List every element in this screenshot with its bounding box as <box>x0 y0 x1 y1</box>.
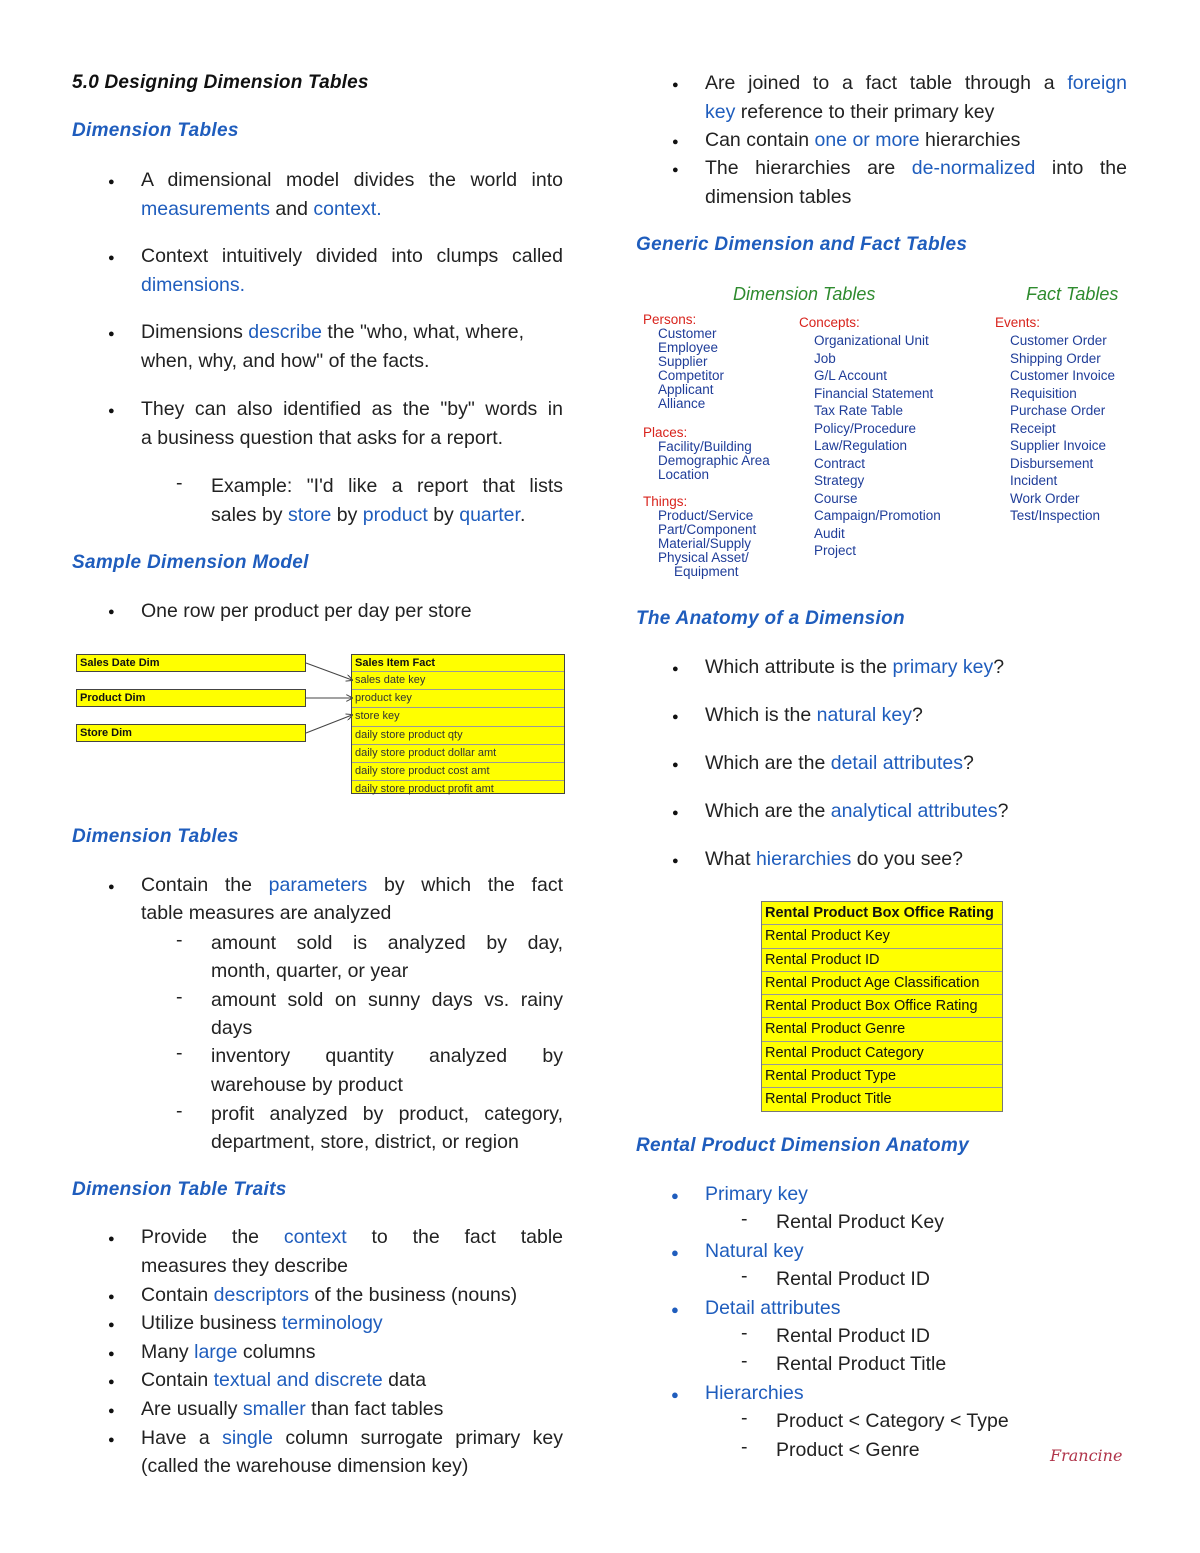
places-list <box>658 440 770 482</box>
bullet-text: Which are the detail attributes? <box>705 752 974 774</box>
table-row: Rental Product ID <box>762 948 1002 971</box>
dash-marker: - <box>176 1100 183 1122</box>
bullet-text: (called the warehouse dimension key) <box>141 1455 469 1477</box>
sub-bullet-text: Rental Product ID <box>776 1268 930 1290</box>
list-item: Supplier <box>658 354 708 369</box>
fact-tables-title: Fact Tables <box>1026 284 1119 304</box>
bullet-icon: ● <box>672 807 679 819</box>
author-signature: Francine <box>1050 1446 1123 1465</box>
heading-dimension-tables: Dimension Tables <box>72 120 239 141</box>
category-concepts: Concepts: <box>799 315 860 330</box>
sub-bullet-text: Example: "I'd like a report that lists <box>211 475 563 497</box>
list-item: Tax Rate Table <box>814 403 904 418</box>
list-item: Incident <box>1010 473 1058 488</box>
bullet-text: Which attribute is the primary key? <box>705 656 1005 678</box>
events-list <box>1010 332 1115 525</box>
bullet-text: Are usually smaller than fact tables <box>141 1398 444 1420</box>
dash-marker: - <box>741 1208 748 1230</box>
table-row: Rental Product Category <box>762 1041 1002 1064</box>
bullet-text: Many large columns <box>141 1341 316 1363</box>
bullet-icon: ● <box>108 881 115 893</box>
bullet-icon: ● <box>108 405 115 417</box>
relationship-arrows <box>300 650 360 750</box>
list-item: Audit <box>814 525 845 541</box>
list-item: Location <box>658 467 710 482</box>
bullet-text: Utilize business terminology <box>141 1312 383 1334</box>
heading-anatomy: The Anatomy of a Dimension <box>636 608 905 629</box>
bullet-text: Which is the natural key? <box>705 704 923 726</box>
heading-dimension-tables-2: Dimension Tables <box>72 826 239 847</box>
dim-box: Sales Date Dim <box>76 654 306 672</box>
bullet-icon: ● <box>672 759 679 771</box>
heading-rental-anatomy: Rental Product Dimension Anatomy <box>636 1135 969 1156</box>
bullet-text: Are joined to a fact table through a foreign <box>705 72 1127 94</box>
bullet-icon: ● <box>672 711 679 723</box>
fact-row: sales date key <box>352 671 564 689</box>
list-item: Campaign/Promotion <box>814 508 941 523</box>
bullet-text: A dimensional model divides the world into <box>141 169 563 191</box>
bullet-text: a business question that asks for a report. <box>141 427 504 449</box>
rental-product-table <box>761 901 1003 1112</box>
fact-row: daily store product dollar amt <box>352 744 564 762</box>
bullet-text: What hierarchies do you see? <box>705 848 963 870</box>
bullet-text: table measures are analyzed <box>141 902 392 924</box>
list-item: Equipment <box>674 564 739 579</box>
bullet-icon: ● <box>671 1245 679 1260</box>
bullet-icon: ● <box>108 1348 115 1360</box>
list-item: Contract <box>814 455 866 471</box>
table-row: Rental Product Type <box>762 1064 1002 1087</box>
list-item: Shipping Order <box>1010 350 1101 366</box>
list-item: Disbursement <box>1010 455 1094 471</box>
bullet-text: Dimensions describe the "who, what, where, <box>141 321 525 343</box>
bullet-text: measurements and context. <box>141 198 382 220</box>
document-title: 5.0 Designing Dimension Tables <box>72 72 369 93</box>
fact-row: store key <box>352 707 564 725</box>
bullet-text: Which are the analytical attributes? <box>705 800 1009 822</box>
sub-bullet-text: department, store, district, or region <box>211 1131 519 1153</box>
sub-bullet-text: inventory quantity analyzed by <box>211 1045 563 1067</box>
list-item: Financial Statement <box>814 385 934 401</box>
category-persons: Persons: <box>643 312 697 327</box>
bullet-text: Hierarchies <box>705 1382 804 1404</box>
heading-sample-dimension-model: Sample Dimension Model <box>72 552 309 573</box>
list-item: Law/Regulation <box>814 438 908 453</box>
list-item: Test/Inspection <box>1010 508 1101 523</box>
bullet-text: The hierarchies are de-normalized into the <box>705 157 1127 179</box>
bullet-text: dimension tables <box>705 186 852 208</box>
dash-marker: - <box>176 472 183 494</box>
fact-row: product key <box>352 689 564 707</box>
bullet-icon: ● <box>672 855 679 867</box>
bullet-text: when, why, and how" of the facts. <box>141 350 430 372</box>
bullet-text: Contain the parameters by which the fact <box>141 874 563 896</box>
list-item: Facility/Building <box>658 439 752 454</box>
bullet-icon: ● <box>108 1405 115 1417</box>
list-item: Physical Asset/ <box>658 550 749 565</box>
fact-row: daily store product cost amt <box>352 762 564 780</box>
sub-bullet-text: sales by store by product by quarter. <box>211 504 526 526</box>
bullet-text: Detail attributes <box>705 1297 841 1319</box>
list-item: Organizational Unit <box>814 333 929 348</box>
list-item: Demographic Area <box>658 453 770 468</box>
bullet-icon: ● <box>108 176 115 188</box>
bullet-text: Context intuitively divided into clumps called <box>141 245 563 267</box>
bullet-text: They can also identified as the "by" words in <box>141 398 563 420</box>
list-item: Applicant <box>658 382 714 397</box>
bullet-text: Contain descriptors of the business (nouns) <box>141 1284 518 1306</box>
sub-bullet-text: Product < Category < Type <box>776 1410 1009 1432</box>
bullet-icon: ● <box>671 1387 679 1402</box>
category-things: Things: <box>643 494 688 509</box>
dimension-tables-title: Dimension Tables <box>733 284 876 304</box>
sub-bullet-text: Rental Product ID <box>776 1325 930 1347</box>
sub-bullet-text: warehouse by product <box>211 1074 403 1096</box>
list-item: Policy/Procedure <box>814 420 917 436</box>
bullet-icon: ● <box>672 164 679 176</box>
list-item: Strategy <box>814 473 865 488</box>
table-row: Rental Product Genre <box>762 1017 1002 1040</box>
fact-row: daily store product qty <box>352 726 564 744</box>
table-row: Rental Product Age Classification <box>762 971 1002 994</box>
bullet-icon: ● <box>108 1233 115 1245</box>
dim-box: Store Dim <box>76 724 306 742</box>
things-list <box>658 509 756 579</box>
list-item: Customer Order <box>1010 333 1107 348</box>
dash-marker: - <box>741 1322 748 1344</box>
bullet-icon: ● <box>671 1188 679 1203</box>
bullet-text: Contain textual and discrete data <box>141 1369 427 1391</box>
dash-marker: - <box>741 1350 748 1372</box>
list-item: Purchase Order <box>1010 403 1106 418</box>
bullet-text: dimensions. <box>141 274 246 296</box>
sub-bullet-text: profit analyzed by product, category, <box>211 1103 563 1125</box>
category-places: Places: <box>643 425 688 440</box>
sub-bullet-text: amount sold on sunny days vs. rainy <box>211 989 563 1011</box>
table-row: Rental Product Key <box>762 924 1002 947</box>
bullet-icon: ● <box>108 1376 115 1388</box>
sub-bullet-text: Rental Product Key <box>776 1211 945 1233</box>
bullet-text: Can contain one or more hierarchies <box>705 129 1021 151</box>
list-item: Material/Supply <box>658 536 752 551</box>
list-item: Course <box>814 490 858 506</box>
list-item: Employee <box>658 340 719 355</box>
list-item: Receipt <box>1010 420 1056 436</box>
table-header: Rental Product Box Office Rating <box>765 905 994 921</box>
list-item: Work Order <box>1010 490 1080 506</box>
list-item: Customer <box>658 326 717 341</box>
bullet-icon: ● <box>108 1319 115 1331</box>
heading-generic-tables: Generic Dimension and Fact Tables <box>636 234 968 255</box>
bullet-text: Have a single column surrogate primary key <box>141 1427 563 1449</box>
sub-bullet-text: days <box>211 1017 253 1039</box>
heading-dimension-table-traits: Dimension Table Traits <box>72 1179 287 1200</box>
table-row: Rental Product Title <box>762 1087 1002 1110</box>
bullet-icon: ● <box>108 252 115 264</box>
bullet-icon: ● <box>671 1302 679 1317</box>
table-row: Rental Product Box Office Rating <box>762 994 1002 1017</box>
bullet-icon: ● <box>108 1434 115 1446</box>
bullet-text: Provide the context to the fact table <box>141 1226 563 1248</box>
bullet-text: One row per product per day per store <box>141 600 472 622</box>
sub-bullet-text: month, quarter, or year <box>211 960 409 982</box>
list-item: Product/Service <box>658 508 754 523</box>
list-item: Part/Component <box>658 522 757 537</box>
dash-marker: - <box>176 1042 183 1064</box>
bullet-icon: ● <box>672 663 679 675</box>
bullet-icon: ● <box>108 1291 115 1303</box>
list-item: Job <box>814 350 836 366</box>
list-item: Customer Invoice <box>1010 368 1116 383</box>
fact-table-title: Sales Item Fact <box>355 657 436 669</box>
persons-list <box>658 327 724 411</box>
bullet-text: key reference to their primary key <box>705 101 995 123</box>
bullet-text: measures they describe <box>141 1255 349 1277</box>
bullet-icon: ● <box>672 79 679 91</box>
bullet-icon: ● <box>108 328 115 340</box>
list-item: Competitor <box>658 368 725 383</box>
concepts-list <box>814 332 941 560</box>
fact-row: daily store product profit amt <box>352 780 564 798</box>
dash-marker: - <box>741 1407 748 1429</box>
list-item: G/L Account <box>814 368 888 383</box>
bullet-icon: ● <box>672 136 679 148</box>
bullet-text: Primary key <box>705 1183 808 1205</box>
list-item: Project <box>814 543 857 558</box>
fact-table <box>351 654 565 794</box>
sub-bullet-text: Product < Genre <box>776 1439 920 1461</box>
bullet-icon: ● <box>108 606 115 618</box>
bullet-text: Natural key <box>705 1240 804 1262</box>
dash-marker: - <box>176 929 183 951</box>
list-item: Supplier Invoice <box>1010 438 1107 453</box>
dash-marker: - <box>741 1265 748 1287</box>
dim-box: Product Dim <box>76 689 306 707</box>
sub-bullet-text: Rental Product Title <box>776 1353 947 1375</box>
list-item: Alliance <box>658 396 706 411</box>
sub-bullet-text: amount sold is analyzed by day, <box>211 932 563 954</box>
list-item: Requisition <box>1010 385 1077 401</box>
dash-marker: - <box>176 986 183 1008</box>
category-events: Events: <box>995 315 1041 330</box>
dash-marker: - <box>741 1436 748 1458</box>
